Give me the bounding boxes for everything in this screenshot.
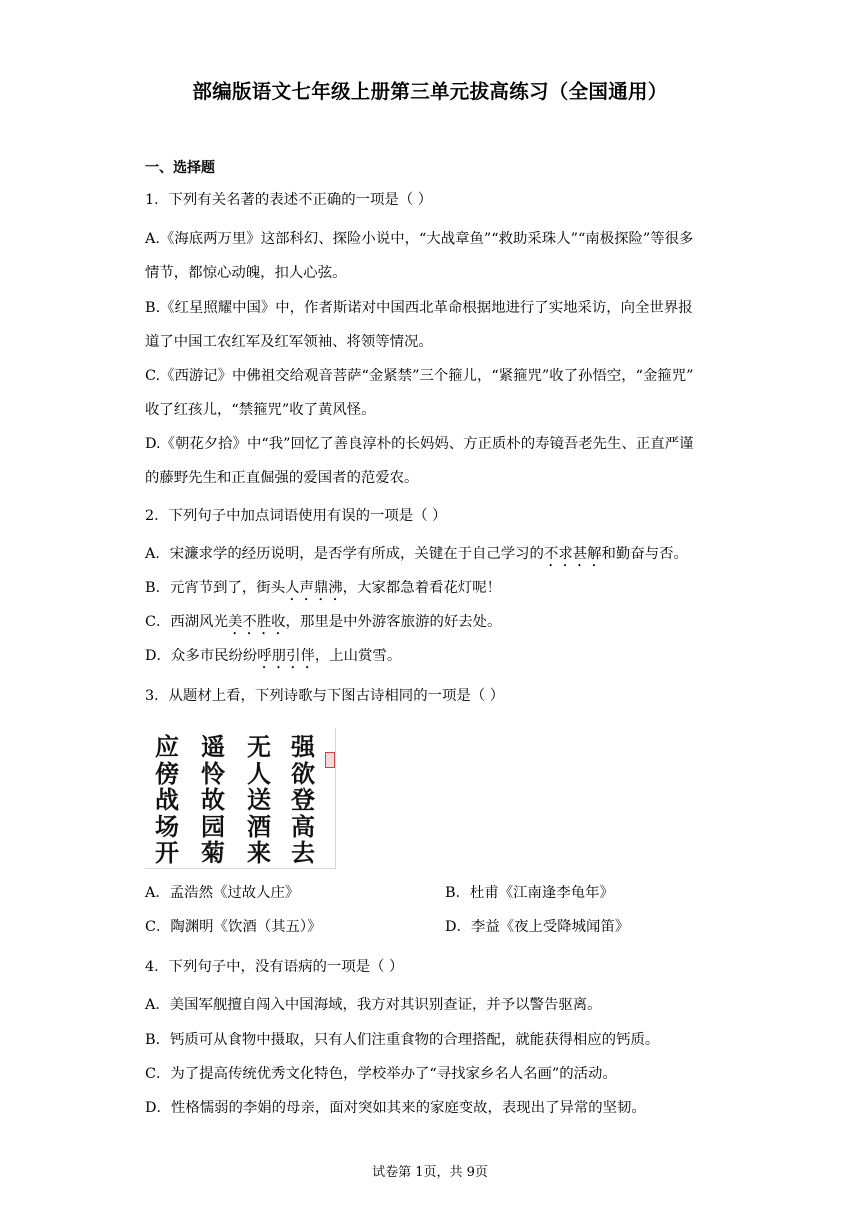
dotted-word: 不求甚解 [543, 546, 602, 562]
option-text: A．宋濂求学的经历说明，是否学有所成，关键在于自己学习的 [145, 546, 544, 562]
question-1-option-c: C.《西游记》中佛祖交给观音菩萨“金紧禁”三个箍儿，“紧箍咒”收了孙悟空，“金箍咒” [145, 368, 694, 384]
question-2-option-a [145, 544, 688, 570]
option-text: B．元宵节到了，街头 [145, 580, 286, 596]
poem-column: 遥怜故园菊 [201, 732, 225, 867]
question-1-stem: 1．下列有关名著的表述不正确的一项是（ ） [145, 192, 433, 208]
page-title: 部编版语文七年级上册第三单元拔高练习（全国通用） [192, 80, 668, 103]
option-text: ，大家都急着看花灯呢！ [342, 580, 501, 596]
question-2-option-b [145, 578, 501, 604]
option-text: C．西湖风光 [145, 614, 228, 630]
poem-column: 应傍战场开 [155, 732, 179, 867]
question-1-option-d-cont: 的藤野先生和正直倔强的爱国者的范爱农。 [145, 470, 419, 486]
question-3-option-b: B．杜甫《江南逢李龟年》 [445, 885, 614, 901]
question-1-option-d: D.《朝花夕拾》中“我”回忆了善良淳朴的长妈妈、方正质朴的寿镜吾老先生、正直严谨 [145, 436, 694, 452]
question-4-option-c: C．为了提高传统优秀文化特色，学校举办了“寻找家乡名人名画”的活动。 [145, 1066, 617, 1082]
dotted-word: 人声鼎沸 [285, 580, 343, 596]
question-1-option-b: B.《红星照耀中国》中，作者斯诺对中国西北革命根据地进行了实地采访，向全世界报 [145, 300, 693, 316]
option-text: 和勤奋与否。 [601, 546, 688, 562]
question-1-option-a-cont: 情节，都惊心动魄，扣人心弦。 [145, 265, 347, 281]
poem-calligraphy-image [145, 728, 336, 869]
question-1-option-a: A.《海底两万里》这部科幻、探险小说中，“大战章鱼”“救助采珠人”“南极探险”等很多 [145, 231, 694, 247]
option-text: D．众多市民纷纷 [145, 648, 258, 664]
question-4-stem: 4．下列句子中，没有语病的一项是（ ） [145, 959, 404, 975]
question-1-option-b-cont: 道了中国工农红军及红军领袖、将领等情况。 [145, 334, 433, 350]
question-2-stem: 2．下列句子中加点词语使用有误的一项是（ ） [145, 508, 447, 524]
dotted-word: 呼朋引伴 [257, 648, 315, 664]
option-text: ，上山赏雪。 [314, 648, 402, 664]
option-text: ，那里是中外游客旅游的好去处。 [285, 614, 502, 630]
poem-column: 强欲登高去 [291, 732, 315, 867]
question-4-option-b: B．钙质可从食物中摄取，只有人们注重食物的合理搭配，就能获得相应的钙质。 [145, 1032, 660, 1048]
dotted-word: 美不胜收 [227, 614, 286, 630]
question-3-option-d: D．李益《夜上受降城闻笛》 [445, 919, 630, 935]
question-2-option-c [145, 612, 501, 638]
poem-column: 无人送酒来 [247, 732, 271, 867]
question-1-option-c-cont: 收了红孩儿，“禁箍咒”收了黄风怪。 [145, 402, 376, 418]
section-heading: 一、选择题 [145, 160, 215, 176]
page-footer: 试卷第 1页，共 9页 [372, 1165, 488, 1180]
question-3-option-a: A．孟浩然《过故人庄》 [145, 885, 300, 901]
seal-stamp [325, 752, 335, 768]
question-4-option-a: A．美国军舰擅自闯入中国海域，我方对其识别查证，并予以警告驱离。 [145, 997, 602, 1013]
question-4-option-d: D．性格懦弱的李娟的母亲，面对突如其来的家庭变故，表现出了异常的坚韧。 [145, 1100, 646, 1116]
question-3-stem: 3．从题材上看，下列诗歌与下图古诗相同的一项是（ ） [145, 688, 505, 704]
question-2-option-d [145, 646, 401, 672]
question-3-option-c: C．陶渊明《饮酒（其五）》 [145, 919, 322, 935]
